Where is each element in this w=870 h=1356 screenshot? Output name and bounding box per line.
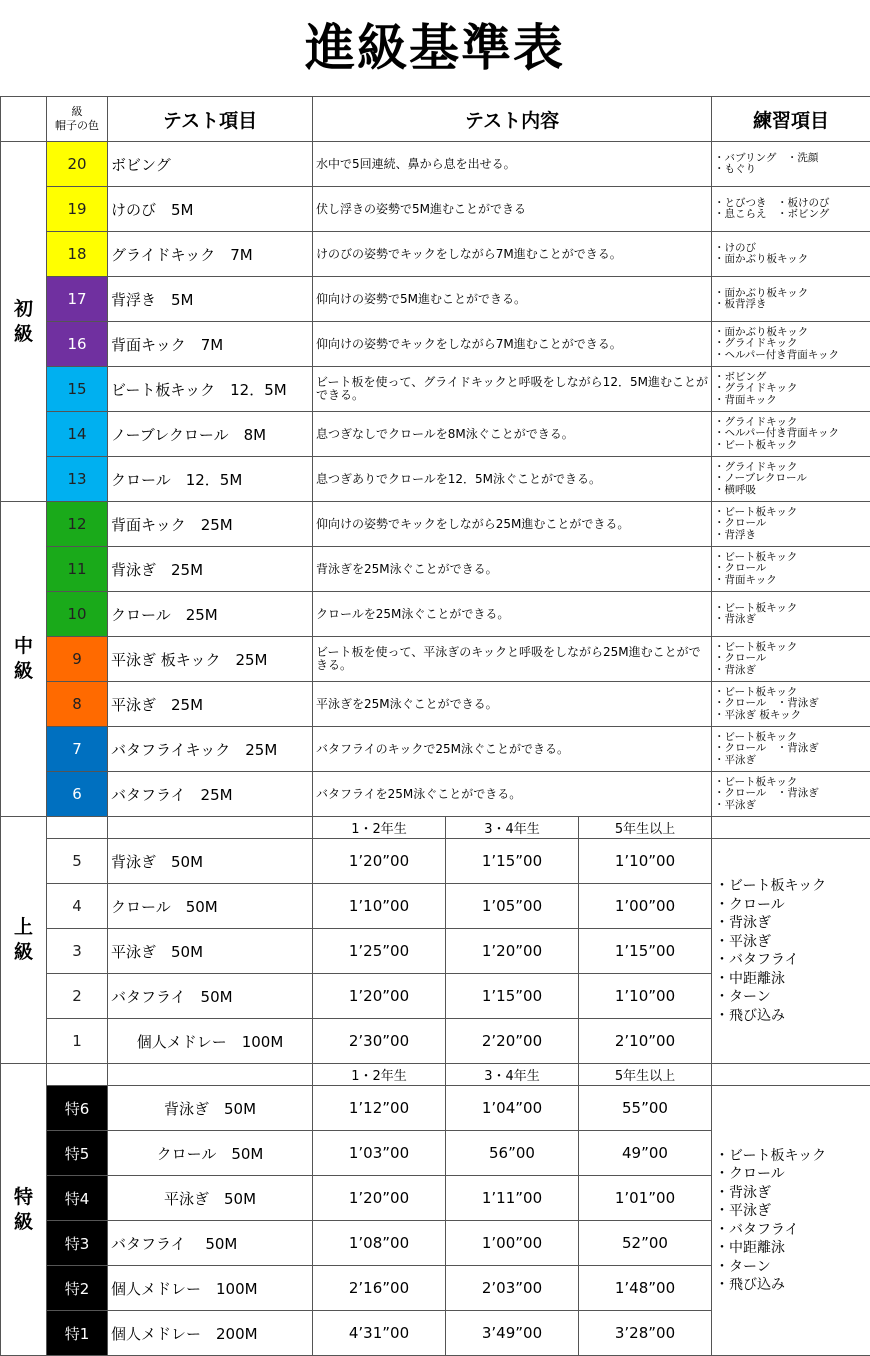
practice-line: ・バタフライ [715,952,799,968]
practice-line: ・グライドキック [714,415,798,428]
empty-cell [712,1064,870,1086]
target-time: 56”00 [446,1131,579,1176]
target-time: 3’49”00 [446,1311,579,1356]
practice-line: ・クロール ・背泳ぎ [714,742,819,755]
level-badge: 特5 [47,1131,108,1176]
test-item: 個人メドレー 200M [108,1311,313,1356]
test-content: 息つぎなしでクロールを8M泳ぐことができる。 [313,412,712,457]
cap-color-badge: 19 [47,187,108,232]
grade-year-header: 3・4年生 [446,817,579,839]
practice-line: ・ビート板キック [714,685,798,698]
practice-line: ・背面キック [714,573,777,586]
practice-items [712,412,870,457]
level-badge: 特6 [47,1086,108,1131]
header-badge-line2: 帽子の色 [55,119,99,132]
practice-line: ・平泳ぎ [715,1203,771,1219]
practice-line: ・もぐり [714,163,756,175]
level-badge: 1 [47,1019,108,1064]
practice-line: ・平泳ぎ 板キック [714,708,802,721]
practice-line: ・けのび [714,241,756,254]
table-row [1,142,870,187]
practice-line: ・背泳ぎ [714,663,756,676]
practice-line: ・ビート板キック [715,878,827,894]
target-time: 1’20”00 [313,974,446,1019]
practice-line: ・ヘルパー付き背面キック [714,348,840,361]
practice-items [712,772,870,817]
practice-line: ・クロール [714,562,767,575]
practice-items [712,502,870,547]
table-row [1,322,870,367]
target-time: 1’15”00 [446,974,579,1019]
table-row [1,547,870,592]
grade-year-header-row [1,1064,870,1086]
cap-color-badge: 7 [47,727,108,772]
header-level [1,97,47,142]
table-row [1,502,870,547]
level-label-char: 上 [13,916,33,938]
practice-line: ・飛び込み [715,1007,785,1024]
practice-line: ・クロール ・背泳ぎ [714,787,819,800]
practice-line: ・ビート板キック [714,775,798,788]
level-label-char: 中 [13,635,33,657]
target-time: 1’10”00 [313,884,446,929]
test-item: 背面キック 7M [108,322,313,367]
test-item: 個人メドレー 100M [108,1266,313,1311]
target-time: 1’20”00 [313,1176,446,1221]
table-row [1,232,870,277]
practice-items [712,187,870,232]
practice-line: ・グライドキック [714,460,798,473]
practice-line: ・ビート板キック [714,601,798,614]
table-row [1,727,870,772]
target-time: 1’10”00 [579,839,712,884]
header-test-content: テスト内容 [313,97,712,142]
test-content: ビート板を使って、グライドキックと呼吸をしながら12．5M進むことができる。 [313,367,712,412]
cap-color-badge: 15 [47,367,108,412]
test-content: 伏し浮きの姿勢で5M進むことができる [313,187,712,232]
cap-color-badge: 13 [47,457,108,502]
practice-items [712,637,870,682]
cap-color-badge: 10 [47,592,108,637]
practice-line: ・飛び込み [715,1277,785,1293]
cap-color-badge: 14 [47,412,108,457]
target-time: 4’31”00 [313,1311,446,1356]
test-item: クロール 12．5M [108,457,313,502]
test-content: 平泳ぎを25M泳ぐことができる。 [313,682,712,727]
practice-items [712,682,870,727]
test-content: バタフライを25M泳ぐことができる。 [313,772,712,817]
cap-color-badge: 9 [47,637,108,682]
target-time: 1’03”00 [313,1131,446,1176]
test-item: 平泳ぎ 板キック 25M [108,637,313,682]
practice-line: ・板背浮き [714,298,767,310]
target-time: 1’20”00 [313,839,446,884]
beginner-level-label [1,142,47,502]
grade-year-header: 3・4年生 [446,1064,579,1086]
practice-line: ・とびつき ・板けのび [714,196,830,209]
empty-cell [47,1064,108,1086]
table-row [1,187,870,232]
test-item: 平泳ぎ 50M [108,1176,313,1221]
test-item: クロール 25M [108,592,313,637]
target-time: 1’10”00 [579,974,712,1019]
test-content: 仰向けの姿勢でキックをしながら25M進むことができる。 [313,502,712,547]
target-time: 1’00”00 [446,1221,579,1266]
target-time: 3’28”00 [579,1311,712,1356]
practice-line: ・ビート板キック [714,550,798,563]
target-time: 1’04”00 [446,1086,579,1131]
page-title: 進級基準表 [305,19,565,77]
cap-color-badge: 16 [47,322,108,367]
test-item: 背浮き 5M [108,277,313,322]
level-label-char: 初 [13,297,33,320]
table-row [1,277,870,322]
cap-color-badge: 12 [47,502,108,547]
practice-items [712,367,870,412]
cap-color-badge: 18 [47,232,108,277]
table-row [1,592,870,637]
practice-line: ・ターン [715,989,771,1005]
target-time: 1’08”00 [313,1221,446,1266]
test-item: バタフライキック 25M [108,727,313,772]
test-item: バタフライ 50M [108,1221,313,1266]
grade-year-header: 5年生以上 [579,817,712,839]
test-content: 背泳ぎを25M泳ぐことができる。 [313,547,712,592]
practice-line: ・クロール ・背泳ぎ [714,697,819,710]
grade-year-header-row [1,817,870,839]
header-test-item: テスト項目 [108,97,313,142]
target-time: 1’05”00 [446,884,579,929]
level-label-char: 級 [13,941,33,963]
test-item: クロール 50M [108,1131,313,1176]
test-content: ビート板を使って、平泳ぎのキックと呼吸をしながら25M進むことができる。 [313,637,712,682]
table-row [1,637,870,682]
practice-line: ・クロール [715,896,785,913]
target-time: 2’03”00 [446,1266,579,1311]
practice-line: ・面かぶり板キック [714,253,809,265]
target-time: 2’16”00 [313,1266,446,1311]
cap-color-badge: 20 [47,142,108,187]
practice-line: ・中距離泳 [715,970,785,987]
practice-line: ・背泳ぎ [715,1184,771,1201]
practice-items [712,592,870,637]
target-time: 2’30”00 [313,1019,446,1064]
cap-color-badge: 8 [47,682,108,727]
practice-line: ・クロール [714,652,767,665]
test-content: 仰向けの姿勢で5M進むことができる。 [313,277,712,322]
target-time: 2’20”00 [446,1019,579,1064]
target-time: 49”00 [579,1131,712,1176]
cap-color-badge: 6 [47,772,108,817]
target-time: 1’20”00 [446,929,579,974]
practice-line: ・平泳ぎ [714,798,756,811]
table-row [1,367,870,412]
practice-line: ・クロール [715,1166,785,1182]
level-label-char: 級 [13,1210,33,1233]
target-time: 1’48”00 [579,1266,712,1311]
practice-line: ・ノーブレクロール [714,472,807,485]
target-time: 1’00”00 [579,884,712,929]
practice-items [712,277,870,322]
practice-line: ・ビート板キック [714,505,798,518]
grade-criteria-table [0,96,870,1356]
test-item: 平泳ぎ 25M [108,682,313,727]
practice-items [712,547,870,592]
cap-color-badge: 11 [47,547,108,592]
test-content: 仰向けの姿勢でキックをしながら7M進むことができる。 [313,322,712,367]
level-badge: 2 [47,974,108,1019]
practice-line: ・背泳ぎ [715,915,771,931]
level-label-char: 級 [13,322,33,345]
practice-line: ・バブリング ・洗顔 [714,151,819,164]
level-badge: 特2 [47,1266,108,1311]
table-row [1,682,870,727]
test-item: 平泳ぎ 50M [108,929,313,974]
level-badge: 特3 [47,1221,108,1266]
practice-line: ・ビート板キック [714,730,798,743]
practice-items [712,727,870,772]
target-time: 1’11”00 [446,1176,579,1221]
practice-items [712,839,870,1064]
test-item: ノーブレクロール 8M [108,412,313,457]
test-item: ビート板キック 12．5M [108,367,313,412]
table-row [1,839,870,884]
test-content: クロールを25M泳ぐことができる。 [313,592,712,637]
practice-line: ・ビート板キック [714,438,798,451]
intermediate-level-label [1,502,47,817]
practice-line: ・バタフライ [715,1221,799,1238]
header-row [1,97,870,142]
target-time: 55”00 [579,1086,712,1131]
level-badge: 4 [47,884,108,929]
target-time: 2’10”00 [579,1019,712,1064]
practice-line: ・面かぶり板キック [714,286,809,299]
test-item: 背泳ぎ 25M [108,547,313,592]
advanced-level-label [1,817,47,1064]
test-item: クロール 50M [108,884,313,929]
practice-line: ・息こらえ ・ボビング [714,208,830,220]
test-item: 個人メドレー 100M [108,1019,313,1064]
practice-items [712,457,870,502]
target-time: 1’15”00 [446,839,579,884]
special-level-label [1,1064,47,1356]
practice-line: ・面かぶり板キック [714,325,809,338]
practice-line: ・中距離泳 [715,1240,785,1256]
practice-line: ・背浮き [714,528,756,541]
practice-line: ・平泳ぎ [715,933,771,950]
practice-line: ・ターン [715,1258,771,1275]
practice-items [712,322,870,367]
test-item: 背泳ぎ 50M [108,839,313,884]
header-badge-line1: 級 [71,105,83,118]
header-practice: 練習項目 [712,97,870,142]
table-row [1,457,870,502]
practice-line: ・クロール [714,517,767,530]
test-item: グライドキック 7M [108,232,313,277]
practice-line: ・ボビング [714,370,767,383]
target-time: 52”00 [579,1221,712,1266]
practice-line: ・平泳ぎ [714,753,756,766]
practice-line: ・横呼吸 [714,483,756,496]
grade-year-header: 5年生以上 [579,1064,712,1086]
cap-color-badge: 17 [47,277,108,322]
level-badge: 特4 [47,1176,108,1221]
empty-cell [47,817,108,839]
test-item: バタフライ 25M [108,772,313,817]
practice-line: ・ヘルパー付き背面キック [714,427,840,440]
practice-line: ・グライドキック [714,337,798,350]
practice-line: ・背面キック [714,393,777,406]
practice-line: ・ビート板キック [714,640,798,653]
level-label-char: 級 [13,660,33,682]
target-time: 1’15”00 [579,929,712,974]
table-row [1,1086,870,1131]
practice-line: ・ビート板キック [715,1147,827,1164]
level-badge: 特1 [47,1311,108,1356]
header-badge [47,97,108,142]
empty-cell [108,817,313,839]
table-row [1,772,870,817]
grade-year-header: 1・2年生 [313,1064,446,1086]
test-item: 背泳ぎ 50M [108,1086,313,1131]
test-content: けのびの姿勢でキックをしながら7M進むことができる。 [313,232,712,277]
target-time: 1’01”00 [579,1176,712,1221]
practice-line: ・背泳ぎ [714,613,756,625]
grade-year-header: 1・2年生 [313,817,446,839]
test-item: ボビング [108,142,313,187]
practice-items [712,232,870,277]
table-row [1,412,870,457]
test-item: 背面キック 25M [108,502,313,547]
test-content: 息つぎありでクロールを12．5M泳ぐことができる。 [313,457,712,502]
test-item: けのび 5M [108,187,313,232]
level-badge: 5 [47,839,108,884]
practice-items [712,142,870,187]
empty-cell [712,817,870,839]
test-item: バタフライ 50M [108,974,313,1019]
practice-items [712,1086,870,1356]
level-label-char: 特 [13,1185,33,1208]
test-content: 水中で5回連続、鼻から息を出せる。 [313,142,712,187]
target-time: 1’12”00 [313,1086,446,1131]
empty-cell [108,1064,313,1086]
target-time: 1’25”00 [313,929,446,974]
test-content: バタフライのキックで25M泳ぐことができる。 [313,727,712,772]
level-badge: 3 [47,929,108,974]
practice-line: ・グライドキック [714,382,798,395]
